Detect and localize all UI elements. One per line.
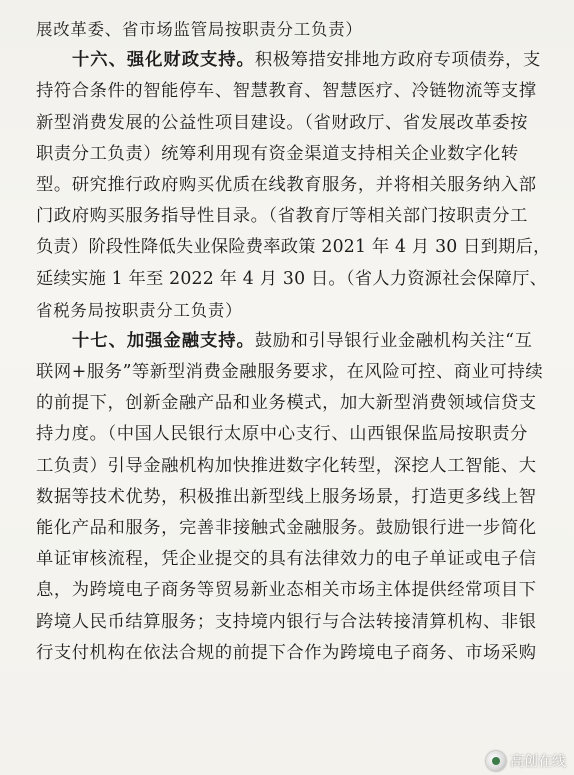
wechat-account-icon xyxy=(486,751,506,771)
section-heading: 十六、强化财政支持。 xyxy=(72,50,255,71)
text-line: 数据等技术优势，积极推出新型线上服务场景，打造更多线上智 xyxy=(36,486,537,507)
text-line: 新型消费发展的公益性项目建设。（省财政厅、省发展改革委按 xyxy=(36,112,529,133)
text-line: 能化产品和服务，完善非接触式金融服务。鼓励银行进一步简化 xyxy=(36,518,537,538)
text-line: 职责分工负责）统筹利用现有资金渠道支持相关企业数字化转 xyxy=(36,143,519,164)
text-line: 负责）阶段性降低失业保险费率政策 2021 年 4 月 30 日到期后， xyxy=(36,237,551,258)
watermark xyxy=(486,751,566,771)
text-line: 省税务局按职责分工负责） xyxy=(36,300,243,320)
document-body xyxy=(36,14,558,669)
text-line: 工负责）引导金融机构加快推进数字化转型，深挖人工智能、大 xyxy=(36,455,537,476)
text-line: 的前提下，创新金融产品和业务模式，加大新型消费领域信贷支 xyxy=(36,393,537,414)
text-span: 鼓励和引导银行业金融机构关注“互 xyxy=(254,330,533,351)
text-line: 息，为跨境电子商务等贸易新业态相关市场主体提供经常项目下 xyxy=(36,580,537,601)
text-line: 持力度。（中国人民银行太原中心支行、山西银保监局按职责分 xyxy=(36,424,529,445)
text-line: 跨境人民币结算服务；支持境内银行与合法转接清算机构、非银 xyxy=(36,611,537,632)
text-line: 延续实施 1 年至 2022 年 4 月 30 日。（省人力资源社会保障厅、 xyxy=(36,268,548,289)
text-span: 积极筹措安排地方政府专项债券，支 xyxy=(254,50,541,71)
text-line: 单证审核流程，凭企业提交的具有法律效力的电子单证或电子信 xyxy=(36,549,537,570)
text-line: 展改革委、省市场监管局按职责分工负责） xyxy=(36,20,363,39)
text-line: 门政府购买服务指导性目录。（省教育厅等相关部门按职责分工 xyxy=(36,206,529,227)
section-16-first-line xyxy=(36,45,558,76)
text-line: 联网+服务”等新型消费金融服务要求，在风险可控、商业可持续 xyxy=(36,362,544,383)
watermark-text: 高创在线 xyxy=(510,754,566,770)
text-line: 型。研究推行政府购买优质在线教育服务，并将相关服务纳入部 xyxy=(36,174,537,195)
text-line: 持符合条件的智能停车、智慧教育、智慧医疗、冷链物流等支撑 xyxy=(36,81,537,102)
text-line: 行支付机构在依法合规的前提下合作为跨境电子商务、市场采购 xyxy=(36,642,537,663)
section-17-first-line xyxy=(36,326,558,357)
section-heading: 十七、加强金融支持。 xyxy=(72,330,255,351)
